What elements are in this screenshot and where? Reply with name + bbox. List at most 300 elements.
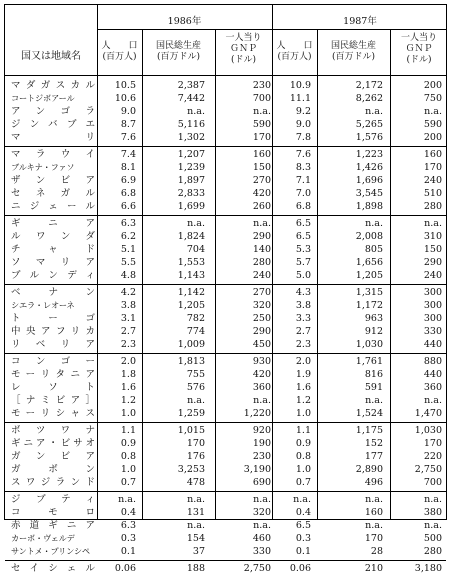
gnp-1986-cell: 1,553 [177,257,205,268]
table-row [5,200,448,213]
gnp-1987-cell: 8,262 [355,93,383,104]
population-1987-cell: 0.8 [295,451,311,462]
gnp-1987-cell: 912 [364,326,383,337]
table-row [5,243,448,256]
country-name: ベナン [11,287,95,298]
population-1987-cell: 1.0 [295,408,311,419]
population-1987-cell: 0.4 [295,507,311,518]
gnp-1987-cell: 2,890 [355,464,383,475]
table-row [5,286,448,299]
country-name: 赤道ギニア [11,520,95,531]
gnp-1986-cell: 1,239 [177,162,205,173]
gnp-per-capita-1986-cell: 700 [252,93,271,104]
group-separator [5,353,446,354]
gnp-per-capita-1986-cell: 160 [252,149,271,160]
population-1986-cell: 0.8 [120,451,136,462]
gnp-per-capita-1987-cell: 500 [423,533,442,544]
gnp-per-capita-1987-cell: 290 [423,257,442,268]
gnp-per-capita-1987-cell: 300 [423,287,442,298]
country-name: コンゴー [11,356,95,367]
population-1987-cell: 7.0 [295,188,311,199]
gnp-per-capita-1987-cell: 440 [423,339,442,350]
gnp-1986-cell: 1,205 [177,300,205,311]
gnp-1987-cell: n.a. [365,106,383,117]
gnp-per-capita-1986-cell: 690 [252,477,271,488]
country-name: ブルキナ・ファソ [11,162,75,172]
gnp-per-capita-1987-cell: 220 [423,451,442,462]
gnp-per-capita-1986-cell: n.a. [253,106,271,117]
gnp-header-1986: 国民総生産 (百万ドル) [155,41,201,62]
gnp-per-capita-1987-cell: 3,180 [414,563,442,574]
population-1986-cell: 0.4 [120,507,136,518]
table-row [5,92,448,105]
gnp-1986-cell: n.a. [187,218,205,229]
gnp-1987-cell: n.a. [365,494,383,505]
country-name: ザンビア [11,175,95,186]
gnp-per-capita-1987-cell: 280 [423,201,442,212]
population-header-1987: 人 口 (百万人) [276,41,313,62]
country-name: ギニア [11,218,95,229]
table-row [5,493,448,506]
table-row [5,217,448,230]
group-separator [5,284,446,285]
group-separator [5,491,446,492]
gnp-1987-cell: 1,315 [355,287,383,298]
gnp-1986-cell: 782 [186,313,205,324]
gnp-per-capita-1986-cell: 170 [252,132,271,143]
table-row [5,463,448,476]
population-1986-cell: 1.6 [120,382,136,393]
gnp-1986-cell: 131 [186,507,205,518]
gnp-1986-cell: 2,833 [177,188,205,199]
population-1986-cell: 4.8 [120,270,136,281]
gnp-1986-cell: n.a. [187,106,205,117]
gnp-1987-cell: 1,223 [355,149,383,160]
gnp-1986-cell: 154 [186,533,205,544]
country-name: マリ [11,132,95,143]
gnp-per-capita-1986-cell: 190 [252,438,271,449]
country-name: 中央アフリカ [11,326,95,337]
population-1987-cell: 1.9 [295,369,311,380]
gnp-per-capita-1986-cell: 930 [252,356,271,367]
population-1986-cell: 6.9 [120,175,136,186]
gnp-per-capita-1986-cell: 230 [252,80,271,91]
gnp-1987-cell: 963 [364,313,383,324]
gnp-1987-cell: 1,696 [355,175,383,186]
population-1987-cell: 7.8 [295,132,311,143]
gnp-1986-cell: n.a. [187,395,205,406]
table-row [5,312,448,325]
gnp-1987-cell: 1,576 [355,132,383,143]
gnp-per-capita-1987-cell: 330 [423,326,442,337]
population-1986-cell: 6.2 [120,231,136,242]
gnp-1986-cell: 1,142 [177,287,205,298]
population-1987-cell: 7.1 [295,175,311,186]
gnp-1986-cell: 1,259 [177,408,205,419]
country-name: コモロ [11,507,95,518]
country-name: コートジボアール [11,93,75,103]
population-1986-cell: 5.1 [120,244,136,255]
population-1987-cell: 6.5 [295,520,311,531]
population-1986-cell: 1.2 [120,395,136,406]
table-row [5,256,448,269]
gnp-per-capita-1986-cell: 150 [252,162,271,173]
population-1986-cell: 7.4 [120,149,136,160]
gnp-1987-cell: 1,761 [355,356,383,367]
population-1986-cell: n.a. [118,494,136,505]
gnp-per-capita-1987-cell: 510 [423,188,442,199]
population-1987-cell: 6.5 [295,218,311,229]
gnp-per-capita-1987-cell: 360 [423,382,442,393]
gnp-per-capita-1986-cell: 3,190 [243,464,271,475]
gnp-1986-cell: 37 [192,546,205,557]
population-1986-cell: 2.3 [120,339,136,350]
gnp-per-capita-1986-cell: 2,750 [243,563,271,574]
gnp-per-capita-1986-cell: 270 [252,175,271,186]
gnp-per-capita-1987-cell: n.a. [424,218,442,229]
population-1987-cell: 9.2 [295,106,311,117]
population-1987-cell: 0.1 [295,546,311,557]
gnp-per-capita-1987-cell: 1,030 [414,425,442,436]
gnp-1987-cell: 1,175 [355,425,383,436]
gnp-1987-cell: n.a. [365,520,383,531]
year-1987-header: 1987年 [343,16,377,27]
gnp-per-capita-1987-cell: 200 [423,80,442,91]
gnp-per-capita-1987-cell: 240 [423,175,442,186]
table-row [5,105,448,118]
gnp-per-capita-1987-cell: n.a. [424,106,442,117]
table-row [5,148,448,161]
country-name: マラウイ [11,149,95,160]
country-name: セネガル [11,188,95,199]
gnp-1987-cell: 1,426 [355,162,383,173]
gnp-per-capita-1987-cell: 170 [423,162,442,173]
population-1986-cell: 5.5 [120,257,136,268]
population-1986-cell: 2.0 [120,356,136,367]
population-1986-cell: 0.9 [120,438,136,449]
population-1987-cell: 7.6 [295,149,311,160]
gnp-1987-cell: 591 [364,382,383,393]
gnp-1986-cell: 1,824 [177,231,205,242]
gnp-1987-cell: 1,172 [355,300,383,311]
population-1986-cell: 1.8 [120,369,136,380]
gnp-per-capita-1986-cell: 270 [252,287,271,298]
population-1986-cell: 0.7 [120,477,136,488]
group-separator [5,215,446,216]
gnp-per-capita-header-1987: 一人当り ＧＮＰ (ドル) [400,33,437,65]
population-1987-cell: 5.0 [295,270,311,281]
gnp-per-capita-1987-cell: 750 [423,93,442,104]
table-row [5,187,448,200]
population-1987-cell: 6.8 [295,201,311,212]
year-1986-header: 1986年 [167,16,202,27]
gnp-1987-cell: n.a. [365,395,383,406]
gnp-per-capita-1987-cell: 380 [423,507,442,518]
gnp-1987-cell: 152 [364,438,383,449]
gnp-1986-cell: 170 [186,438,205,449]
table-row [5,338,448,351]
population-1986-cell: 3.8 [120,300,136,311]
gnp-1986-cell: 7,442 [177,93,205,104]
gnp-1986-cell: 1,207 [177,149,205,160]
table-row [5,506,448,519]
population-1986-cell: 2.7 [120,326,136,337]
gnp-1987-cell: 170 [364,533,383,544]
population-1987-cell: 0.06 [289,563,311,574]
gnp-1987-cell: 2,172 [355,80,383,91]
gnp-1986-cell: 5,116 [177,119,205,130]
gnp-per-capita-1987-cell: n.a. [424,494,442,505]
table-row [5,532,448,545]
table-row [5,299,448,312]
gnp-per-capita-1986-cell: 360 [252,382,271,393]
gnp-per-capita-1986-cell: n.a. [253,494,271,505]
group-separator [5,146,446,147]
year-rule [97,29,446,30]
gnp-1986-cell: 2,387 [177,80,205,91]
gnp-per-capita-1986-cell: n.a. [253,395,271,406]
population-1987-cell: 3.3 [295,313,311,324]
gnp-1987-cell: 805 [364,244,383,255]
population-1986-cell: 9.0 [120,106,136,117]
country-name: マダガスカル [11,80,95,91]
gnp-1986-cell: n.a. [187,494,205,505]
population-1986-cell: 8.7 [120,119,136,130]
country-name: モーリシャス [11,408,95,419]
population-1987-cell: 1.0 [295,464,311,475]
country-name: ルワンダ [11,231,95,242]
gnp-1986-cell: 704 [186,244,205,255]
gnp-1987-cell: 2,008 [355,231,383,242]
gnp-per-capita-1986-cell: 260 [252,201,271,212]
gnp-1987-cell: 210 [364,563,383,574]
population-1986-cell: 6.6 [120,201,136,212]
table-row [5,519,448,532]
gnp-per-capita-1986-cell: 230 [252,451,271,462]
header-rule [5,75,446,76]
population-1987-cell: n.a. [293,494,311,505]
population-1987-cell: 3.8 [295,300,311,311]
population-1987-cell: 9.0 [295,119,311,130]
country-name: モーリタニア [11,369,95,380]
country-name: セイシェル [11,563,95,574]
population-1986-cell: 6.8 [120,188,136,199]
country-name: ギニア・ビサオ [11,438,95,449]
gnp-1987-cell: 1,205 [355,270,383,281]
gnp-1987-cell: 816 [364,369,383,380]
population-1986-cell: 4.2 [120,287,136,298]
gnp-1986-cell: 576 [186,382,205,393]
gnp-per-capita-1986-cell: 290 [252,231,271,242]
gnp-1986-cell: 1,897 [177,175,205,186]
gnp-1986-cell: 755 [186,369,205,380]
country-name: レソト [11,382,95,393]
gnp-per-capita-1986-cell: 920 [252,425,271,436]
country-name: スワジランド [11,477,95,488]
gnp-1987-cell: n.a. [365,218,383,229]
population-1986-cell: 10.5 [114,80,136,91]
gnp-per-capita-1986-cell: 290 [252,326,271,337]
gnp-per-capita-1987-cell: 170 [423,438,442,449]
gnp-per-capita-1987-cell: 700 [423,477,442,488]
country-name: ジブティ [11,494,95,505]
gnp-1986-cell: 1,015 [177,425,205,436]
gnp-per-capita-1986-cell: 240 [252,270,271,281]
table-row [5,79,448,92]
table-row [5,562,448,575]
population-1986-cell: 0.1 [120,546,136,557]
gnp-1987-cell: 1,524 [355,408,383,419]
table-row [5,131,448,144]
population-1987-cell: 1.1 [295,425,311,436]
population-1987-cell: 2.3 [295,339,311,350]
population-1987-cell: 1.6 [295,382,311,393]
gnp-per-capita-1986-cell: 280 [252,257,271,268]
gnp-per-capita-1987-cell: 150 [423,244,442,255]
gnp-1987-cell: 177 [364,451,383,462]
table-row [5,407,448,420]
gnp-per-capita-1986-cell: n.a. [253,218,271,229]
country-name: チャド [11,244,95,255]
table-row [5,450,448,463]
gnp-header-1987: 国民総生産 (百万ドル) [330,41,376,62]
gnp-per-capita-1987-cell: 880 [423,356,442,367]
gnp-per-capita-1987-cell: n.a. [424,395,442,406]
statistics-table [4,4,447,574]
table-row [5,381,448,394]
gnp-1986-cell: 774 [186,326,205,337]
gnp-per-capita-1987-cell: 280 [423,546,442,557]
population-1986-cell: 1.0 [120,408,136,419]
population-1986-cell: 1.1 [120,425,136,436]
gnp-per-capita-1987-cell: 440 [423,369,442,380]
population-1987-cell: 4.3 [295,287,311,298]
population-1986-cell: 8.1 [120,162,136,173]
population-1986-cell: 7.6 [120,132,136,143]
population-1987-cell: 8.3 [295,162,311,173]
gnp-per-capita-1987-cell: 590 [423,119,442,130]
gnp-per-capita-header-1986: 一人当り ＧＮＰ (ドル) [225,33,262,65]
table-row [5,355,448,368]
gnp-per-capita-1986-cell: 450 [252,339,271,350]
country-name: アンゴラ [11,106,95,117]
table-row [5,161,448,174]
gnp-1986-cell: 478 [186,477,205,488]
gnp-per-capita-1987-cell: 300 [423,313,442,324]
gnp-1986-cell: 3,253 [177,464,205,475]
gnp-1986-cell: 1,009 [177,339,205,350]
country-name: サントメ・プリンシペ [11,546,90,556]
country-name: ブルンディ [11,270,95,281]
population-1986-cell: 0.3 [120,533,136,544]
population-1987-cell: 2.0 [295,356,311,367]
gnp-per-capita-1987-cell: 300 [423,300,442,311]
population-header-1986: 人 口 (百万人) [101,41,138,62]
population-1987-cell: 11.1 [289,93,311,104]
table-row [5,368,448,381]
table-row [5,394,448,407]
table-row [5,476,448,489]
gnp-1986-cell: 1,302 [177,132,205,143]
country-name: ボツワナ [11,425,95,436]
table-row [5,230,448,243]
population-1987-cell: 6.5 [295,231,311,242]
gnp-per-capita-1986-cell: 420 [252,369,271,380]
gnp-1987-cell: 496 [364,477,383,488]
gnp-per-capita-1986-cell: 330 [252,546,271,557]
gnp-per-capita-1986-cell: 1,220 [243,408,271,419]
population-1987-cell: 5.7 [295,257,311,268]
country-name: リベリア [11,339,95,350]
country-column-header: 国又は地域名 [21,51,81,62]
gnp-1986-cell: 1,699 [177,201,205,212]
gnp-1987-cell: 5,265 [355,119,383,130]
gnp-1986-cell: 1,813 [177,356,205,367]
gnp-per-capita-1987-cell: n.a. [424,520,442,531]
gnp-1987-cell: 160 [364,507,383,518]
gnp-per-capita-1986-cell: 140 [252,244,271,255]
table-row [5,269,448,282]
country-name: カーボ・ヴェルデ [11,533,75,543]
gnp-per-capita-1986-cell: 460 [252,533,271,544]
country-name: トーゴ [11,313,95,324]
gnp-1987-cell: 28 [370,546,383,557]
table-row [5,545,448,558]
population-1986-cell: 10.6 [114,93,136,104]
population-1986-cell: 0.06 [114,563,136,574]
gnp-1986-cell: 1,143 [177,270,205,281]
country-name: シエラ・レオーネ [11,300,75,310]
country-name: ガボン [11,464,95,475]
table-row [5,174,448,187]
population-1986-cell: 3.1 [120,313,136,324]
gnp-1987-cell: 1,030 [355,339,383,350]
table-row [5,118,448,131]
gnp-per-capita-1986-cell: 320 [252,507,271,518]
population-1987-cell: 0.3 [295,533,311,544]
gnp-per-capita-1986-cell: 590 [252,119,271,130]
country-name: ソマリア [11,257,95,268]
country-name: ガンビア [11,451,95,462]
gnp-1986-cell: 188 [186,563,205,574]
population-1987-cell: 10.9 [289,80,311,91]
gnp-per-capita-1987-cell: 240 [423,270,442,281]
table-row [5,437,448,450]
population-1987-cell: 5.3 [295,244,311,255]
gnp-per-capita-1986-cell: 420 [252,188,271,199]
gnp-per-capita-1987-cell: 310 [423,231,442,242]
gnp-per-capita-1987-cell: 160 [423,149,442,160]
gnp-1986-cell: n.a. [187,520,205,531]
gnp-1986-cell: 176 [186,451,205,462]
group-separator [5,422,446,423]
gnp-per-capita-1987-cell: 1,470 [414,408,442,419]
gnp-1987-cell: 1,656 [355,257,383,268]
population-1986-cell: 6.3 [120,520,136,531]
group-separator [5,560,446,561]
gnp-per-capita-1986-cell: 320 [252,300,271,311]
country-name: ジンバブエ [11,119,95,130]
population-1986-cell: 1.0 [120,464,136,475]
population-1986-cell: 6.3 [120,218,136,229]
gnp-1987-cell: 1,898 [355,201,383,212]
gnp-per-capita-1987-cell: 2,750 [414,464,442,475]
population-1987-cell: 2.7 [295,326,311,337]
population-1987-cell: 0.9 [295,438,311,449]
country-name: ニジェール [11,201,95,212]
gnp-per-capita-1986-cell: n.a. [253,520,271,531]
gnp-per-capita-1986-cell: 250 [252,313,271,324]
